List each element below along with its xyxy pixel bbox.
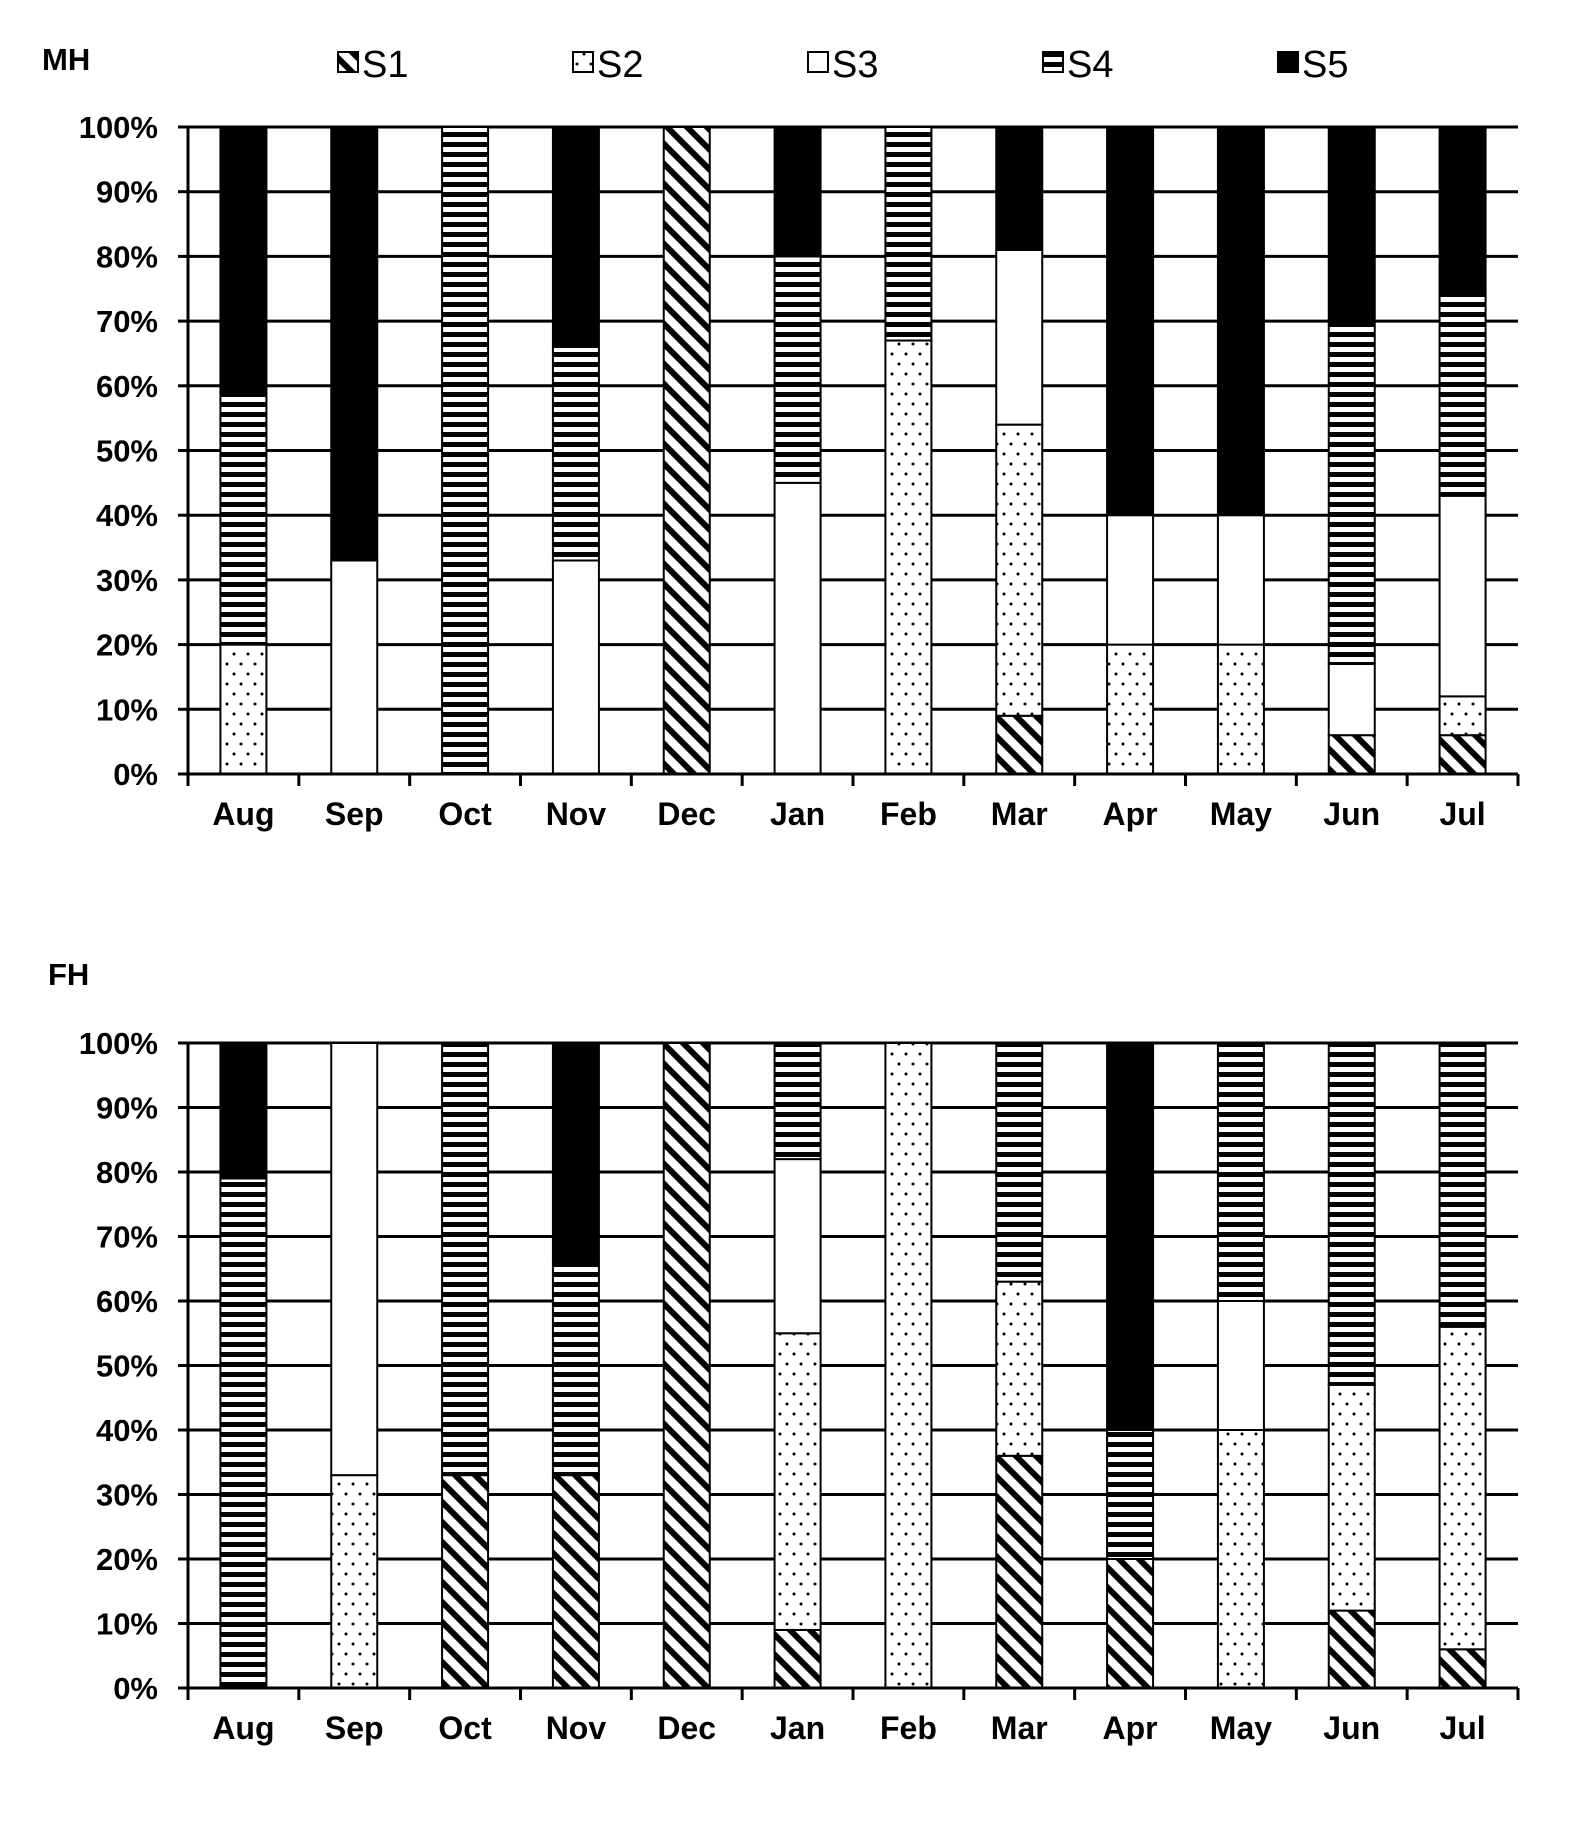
bar-segment-mh-apr-s5 xyxy=(1107,127,1153,515)
y-tick-label-mh: 40% xyxy=(95,498,158,534)
y-tick-label-fh: 70% xyxy=(95,1219,158,1255)
y-tick-label-mh: 10% xyxy=(95,692,158,728)
bar-segment-fh-oct-s4 xyxy=(442,1043,488,1475)
panel-title-mh: MH xyxy=(42,42,91,77)
bar-segment-mh-nov-s5 xyxy=(553,127,599,347)
y-tick-label-mh: 60% xyxy=(95,368,158,404)
bar-segment-fh-nov-s4 xyxy=(553,1262,599,1475)
bar-segment-mh-apr-s3 xyxy=(1107,515,1153,644)
x-tick-label-mh: Jun xyxy=(1323,796,1381,832)
bar-segment-fh-may-s3 xyxy=(1218,1301,1264,1430)
legend-item-s2 xyxy=(573,44,643,86)
x-tick-label-fh: Nov xyxy=(545,1710,607,1746)
bar-segment-mh-may-s3 xyxy=(1218,515,1264,644)
x-tick-label-fh: Jun xyxy=(1323,1710,1381,1746)
x-tick-label-mh: Feb xyxy=(879,796,937,832)
y-tick-label-fh: 100% xyxy=(78,1026,158,1061)
y-tick-label-fh: 0% xyxy=(113,1671,158,1706)
y-tick-label-mh: 50% xyxy=(95,433,158,469)
x-tick-label-mh: Jul xyxy=(1439,796,1486,832)
legend-label-s2: S2 xyxy=(597,44,644,86)
x-tick-label-mh: Mar xyxy=(990,796,1048,832)
bar-segment-mh-oct-s4 xyxy=(442,127,488,774)
bar-segment-mh-sep-s5 xyxy=(331,127,377,560)
y-tick-label-mh: 100% xyxy=(78,110,158,145)
y-tick-label-mh: 80% xyxy=(95,239,158,275)
y-tick-label-mh: 0% xyxy=(113,757,158,792)
x-tick-label-fh: Dec xyxy=(657,1710,717,1746)
bar-segment-mh-mar-s3 xyxy=(996,250,1042,425)
bar-segment-fh-feb-s2 xyxy=(885,1043,931,1688)
x-tick-label-fh: Feb xyxy=(879,1710,937,1746)
bar-segment-mh-jun-s5 xyxy=(1329,127,1375,321)
bar-segment-mh-jan-s3 xyxy=(775,483,821,774)
bar-segment-mh-jun-s4 xyxy=(1329,321,1375,664)
x-tick-label-fh: Apr xyxy=(1102,1710,1158,1746)
legend-item-s5 xyxy=(1278,44,1348,86)
bar-segment-mh-nov-s3 xyxy=(553,560,599,774)
x-tick-label-fh: Jul xyxy=(1439,1710,1486,1746)
bar-segment-fh-jan-s3 xyxy=(775,1159,821,1333)
legend-label-s4: S4 xyxy=(1067,44,1114,86)
bar-segment-fh-jan-s1 xyxy=(775,1630,821,1688)
bar-segment-mh-jul-s4 xyxy=(1440,295,1486,496)
legend-swatch-s4 xyxy=(1043,52,1063,72)
bar-segment-fh-dec-s1 xyxy=(664,1043,710,1688)
bar-segment-fh-apr-s4 xyxy=(1107,1430,1153,1559)
y-tick-label-fh: 10% xyxy=(95,1606,158,1642)
bar-segment-mh-jul-s1 xyxy=(1440,735,1486,774)
bar-segment-mh-may-s5 xyxy=(1218,127,1264,515)
bar-segment-fh-sep-s3 xyxy=(331,1043,377,1475)
x-tick-label-fh: Oct xyxy=(438,1710,492,1746)
bar-segment-mh-may-s2 xyxy=(1218,645,1264,774)
bar-segment-mh-jan-s4 xyxy=(775,256,821,482)
bar-segment-mh-mar-s5 xyxy=(996,127,1042,250)
y-tick-label-mh: 70% xyxy=(95,304,158,340)
x-tick-label-fh: Mar xyxy=(990,1710,1048,1746)
bar-segment-fh-jul-s1 xyxy=(1440,1649,1486,1688)
bar-segment-mh-jul-s2 xyxy=(1440,696,1486,735)
bar-segment-mh-jul-s3 xyxy=(1440,496,1486,697)
bar-segment-fh-jun-s4 xyxy=(1329,1043,1375,1385)
legend-swatch-s2 xyxy=(573,52,593,72)
x-tick-label-mh: Sep xyxy=(324,796,384,832)
bar-segment-fh-mar-s4 xyxy=(996,1043,1042,1282)
bar-segment-mh-jun-s3 xyxy=(1329,664,1375,735)
x-tick-label-mh: May xyxy=(1209,796,1273,832)
legend-item-s3 xyxy=(808,44,878,86)
legend-label-s3: S3 xyxy=(832,44,879,86)
legend-swatch-s5 xyxy=(1278,52,1298,72)
bar-segment-mh-feb-s2 xyxy=(885,341,931,774)
bar-segment-fh-jan-s4 xyxy=(775,1043,821,1159)
y-tick-label-fh: 90% xyxy=(95,1090,158,1126)
legend-item-s1 xyxy=(338,44,408,86)
y-tick-label-fh: 50% xyxy=(95,1348,158,1384)
bar-segment-mh-aug-s4 xyxy=(220,392,266,644)
y-tick-label-fh: 80% xyxy=(95,1155,158,1190)
x-tick-label-fh: May xyxy=(1209,1710,1273,1746)
bar-segment-mh-dec-s1 xyxy=(664,127,710,774)
bar-segment-fh-apr-s5 xyxy=(1107,1043,1153,1430)
bar-segment-fh-may-s2 xyxy=(1218,1430,1264,1688)
bar-segment-mh-jul-s5 xyxy=(1440,127,1486,295)
bar-segment-fh-aug-s5 xyxy=(220,1043,266,1178)
bar-segment-mh-jan-s5 xyxy=(775,127,821,256)
legend-swatch-s3 xyxy=(808,52,828,72)
y-tick-label-mh: 20% xyxy=(95,627,158,663)
x-tick-label-mh: Dec xyxy=(657,796,717,832)
bar-segment-mh-mar-s1 xyxy=(996,716,1042,774)
panel-title-fh: FH xyxy=(48,957,90,992)
bar-segment-fh-jul-s4 xyxy=(1440,1043,1486,1327)
legend-label-s1: S1 xyxy=(362,44,409,86)
bar-segment-fh-sep-s2 xyxy=(331,1475,377,1688)
legend-label-s5: S5 xyxy=(1302,44,1349,86)
x-tick-label-fh: Sep xyxy=(324,1710,384,1746)
bar-segment-fh-mar-s2 xyxy=(996,1282,1042,1456)
bar-segment-mh-apr-s2 xyxy=(1107,645,1153,774)
y-tick-label-mh: 90% xyxy=(95,174,158,210)
bar-segment-mh-nov-s4 xyxy=(553,347,599,561)
bar-segment-fh-jun-s1 xyxy=(1329,1611,1375,1688)
legend-item-s4 xyxy=(1043,44,1113,86)
chart-panel-fh xyxy=(48,957,1518,1746)
bar-segment-fh-jul-s2 xyxy=(1440,1327,1486,1650)
x-tick-label-mh: Nov xyxy=(545,796,607,832)
bar-segment-fh-jan-s2 xyxy=(775,1333,821,1630)
x-tick-label-mh: Oct xyxy=(438,796,492,832)
bar-segment-mh-aug-s2 xyxy=(220,645,266,774)
bar-segment-mh-aug-s5 xyxy=(220,127,266,392)
y-tick-label-fh: 20% xyxy=(95,1542,158,1577)
y-tick-label-fh: 60% xyxy=(95,1284,158,1319)
bar-segment-fh-nov-s1 xyxy=(553,1475,599,1688)
legend xyxy=(338,44,1348,86)
bar-segment-mh-feb-s4 xyxy=(885,127,931,341)
x-tick-label-mh: Apr xyxy=(1102,796,1158,832)
y-tick-label-mh: 30% xyxy=(95,562,158,598)
bar-segment-fh-mar-s1 xyxy=(996,1456,1042,1688)
bar-segment-fh-aug-s4 xyxy=(220,1178,266,1688)
bar-segment-mh-jun-s1 xyxy=(1329,735,1375,774)
x-tick-label-fh: Aug xyxy=(212,1710,275,1746)
bar-segment-fh-nov-s5 xyxy=(553,1043,599,1262)
legend-swatch-s1 xyxy=(338,52,358,72)
x-tick-label-fh: Jan xyxy=(770,1710,826,1746)
bar-segment-fh-jun-s2 xyxy=(1329,1385,1375,1611)
y-tick-label-fh: 30% xyxy=(95,1477,158,1513)
bar-segment-fh-oct-s1 xyxy=(442,1475,488,1688)
bar-segment-fh-apr-s1 xyxy=(1107,1559,1153,1688)
bar-segment-mh-sep-s3 xyxy=(331,560,377,774)
x-tick-label-mh: Aug xyxy=(212,796,275,832)
y-tick-label-fh: 40% xyxy=(95,1413,158,1448)
bar-segment-fh-may-s4 xyxy=(1218,1043,1264,1301)
chart-panel-mh xyxy=(42,42,1518,832)
x-tick-label-mh: Jan xyxy=(770,796,826,832)
bar-segment-mh-mar-s2 xyxy=(996,425,1042,716)
